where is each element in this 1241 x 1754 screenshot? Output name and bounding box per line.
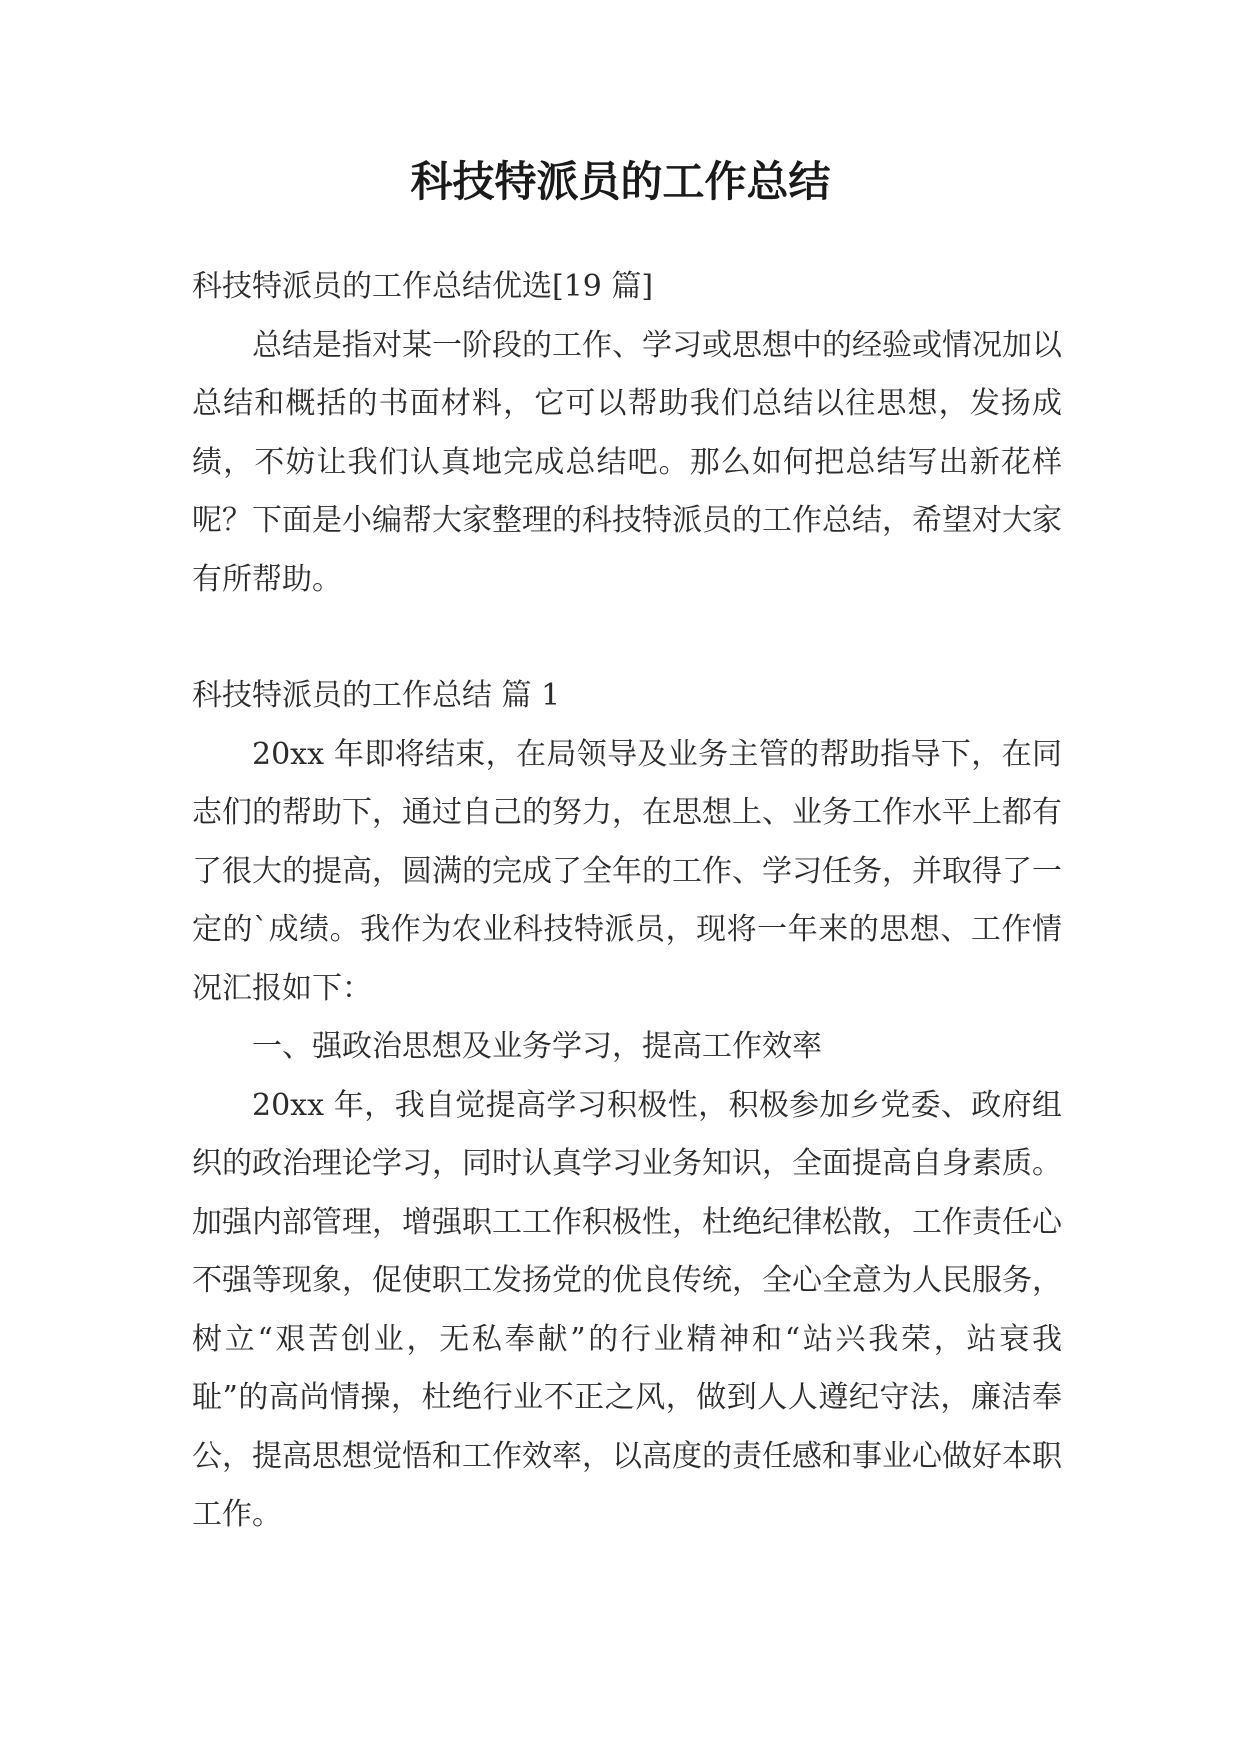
document-body [192,258,1062,1545]
body-paragraph: 20xx 年，我自觉提高学习积极性，积极参加乡党委、政府组织的政治理论学习，同时认真学习业务知识，全面提高自身素质。加强内部管理，增强职工工作积极性，杜绝纪律松散，工作责任心不强等现象，促使职工发扬党的优良传统，全心全意为人民服务，树立“艰苦创业，无私奉献”的行业精神和“站兴我荣，站衰我耻”的高尚情操，杜绝行业不正之风，做到人人遵纪守法，廉洁奉公，提高思想觉悟和工作效率，以高度的责任感和事业心做好本职工作。 [192,1087,1062,1532]
intro-paragraph: 总结是指对某一阶段的工作、学习或思想中的经验或情况加以总结和概括的书面材料，它可以帮助我们总结以往思想，发扬成绩，不妨让我们认真地完成总结吧。那么如何把总结写出新花样呢？下面是小编帮大家整理的科技特派员的工作总结，希望对大家有所帮助。 [192,327,1062,597]
document-subtitle: 科技特派员的工作总结优选[19 篇] [192,269,654,304]
document-title: 科技特派员的工作总结 [410,157,831,206]
subsection-heading: 一、强政治思想及业务学习，提高工作效率 [252,1029,822,1064]
section-heading: 科技特派员的工作总结 篇 1 [192,678,561,713]
body-paragraph: 20xx 年即将结束，在局领导及业务主管的帮助指导下，在同志们的帮助下，通过自己的努力，在思想上、业务工作水平上都有了很大的提高，圆满的完成了全年的工作、学习任务，并取得了一定的`成绩。我作为农业科技特派员，现将一年来的思想、工作情况汇报如下： [192,736,1062,1006]
